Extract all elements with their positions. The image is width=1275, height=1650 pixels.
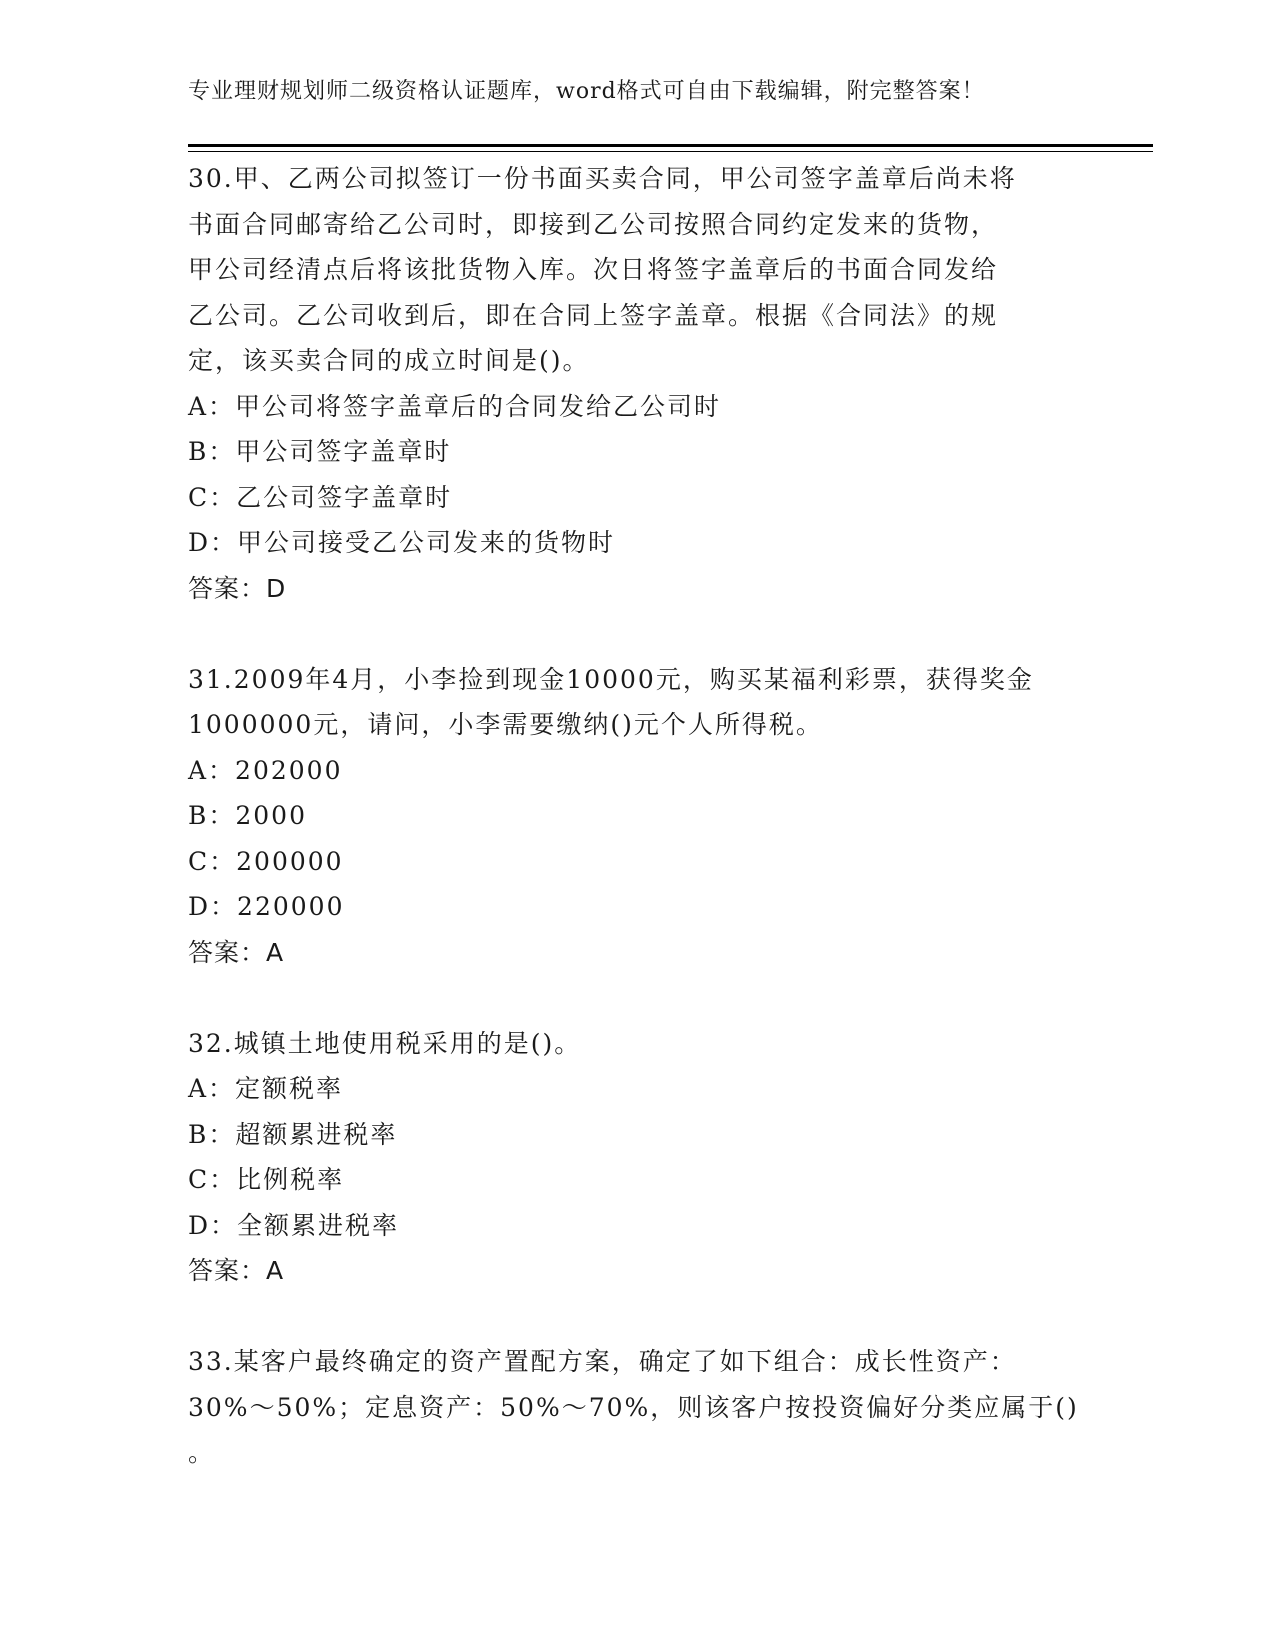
option-c: C：乙公司签字盖章时	[188, 482, 453, 512]
question-stem-line: 定，该买卖合同的成立时间是()。	[188, 346, 590, 375]
question-stem-line: 31.2009年4月，小李捡到现金10000元，购买某福利彩票，获得奖金	[188, 664, 1034, 694]
question-stem-line: 1000000元，请问，小李需要缴纳()元个人所得税。	[188, 710, 823, 739]
option-b: B：甲公司签字盖章时	[188, 437, 452, 466]
option-c: C：比例税率	[188, 1165, 345, 1194]
option-d: D：全额累进税率	[188, 1210, 400, 1240]
question-31	[188, 657, 1088, 976]
question-stem-line: 乙公司。乙公司收到后，即在合同上签字盖章。根据《合同法》的规	[188, 300, 999, 330]
option-c: C：200000	[188, 846, 344, 876]
header-rule-thick	[188, 144, 1153, 147]
answer-line: 答案：A	[188, 937, 285, 967]
answer-line: 答案：A	[188, 1256, 285, 1285]
option-a: A：202000	[188, 755, 343, 785]
page-header: 专业理财规划师二级资格认证题库，word格式可自由下载编辑，附完整答案！	[188, 79, 985, 104]
question-stem-line: 30%～50%；定息资产：50%～70%，则该客户按投资偏好分类应属于()	[188, 1392, 1079, 1422]
question-list	[188, 156, 1088, 1476]
question-stem-line: 33.某客户最终确定的资产置配方案，确定了如下组合：成长性资产：	[188, 1347, 1017, 1376]
question-32	[188, 1021, 1088, 1294]
answer-line: 答案：D	[188, 573, 287, 603]
header-rule-thin	[188, 151, 1153, 152]
question-stem-line: 。	[188, 1438, 216, 1467]
option-a: A：甲公司将签字盖章后的合同发给乙公司时	[188, 391, 722, 421]
option-b: B：超额累进税率	[188, 1119, 398, 1149]
question-spacer	[188, 611, 1088, 657]
option-a: A：定额税率	[188, 1074, 344, 1103]
option-d: D：220000	[188, 892, 345, 921]
question-30	[188, 156, 1088, 611]
question-stem-line: 书面合同邮寄给乙公司时，即接到乙公司按照合同约定发来的货物，	[188, 209, 999, 239]
question-stem-line: 甲公司经清点后将该批货物入库。次日将签字盖章后的书面合同发给	[188, 255, 999, 284]
question-spacer	[188, 975, 1088, 1021]
option-b: B：2000	[188, 801, 307, 830]
question-spacer	[188, 1294, 1088, 1340]
question-stem-line: 30.甲、乙两公司拟签订一份书面买卖合同，甲公司签字盖章后尚未将	[188, 164, 1017, 193]
option-d: D：甲公司接受乙公司发来的货物时	[188, 528, 616, 557]
question-33	[188, 1339, 1088, 1476]
question-stem-line: 32.城镇土地使用税采用的是()。	[188, 1028, 582, 1058]
